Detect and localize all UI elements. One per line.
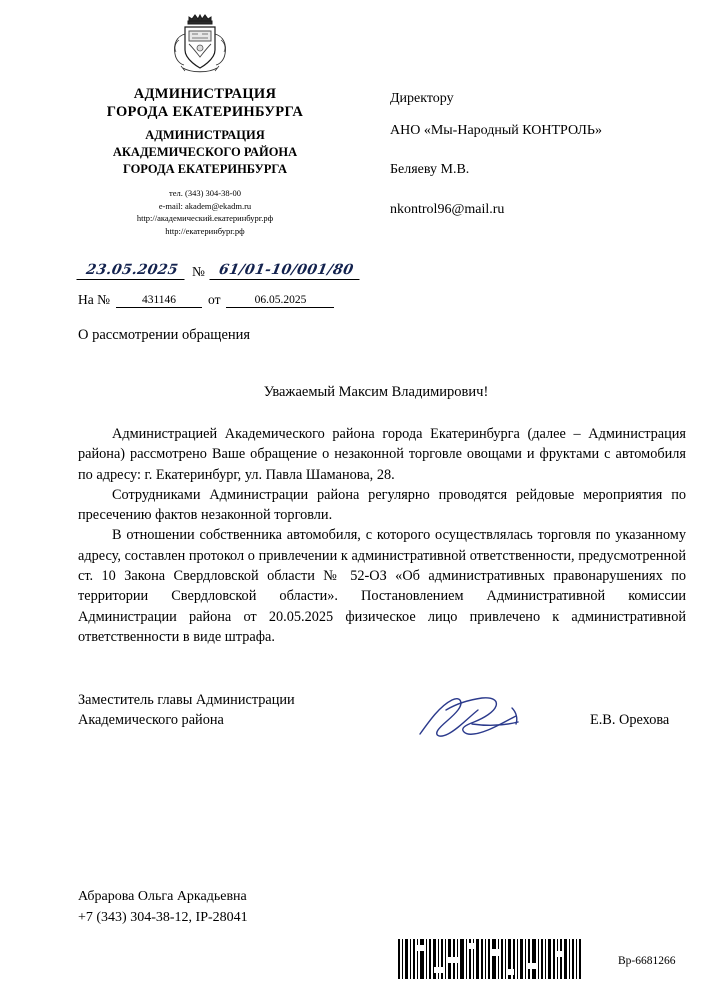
executor-block [78,886,248,928]
contact-site-city: http://екатеринбург.рф [165,226,245,237]
registration-block [78,262,408,308]
contact-site-district: http://академический.екатеринбург.рф [136,213,274,224]
barcode-id: Вр-6681266 [618,955,676,967]
addressee-position: Директору [390,91,454,106]
addressee-organization: АНО «Мы-Народный КОНТРОЛЬ» [390,122,602,138]
org-sub-line1: АДМИНИСТРАЦИЯ [145,128,265,143]
body-paragraph: Администрацией Академического района города Екатеринбурга (далее – Администрация района) рассмотрено Ваше обращение о незаконной торговле овощами и фруктами с автомобиля по адресу: г. Екатеринбург, ул. Павла Шаманова, 28. [78,426,686,483]
registration-date: 23.05.2025 [76,262,187,280]
org-sub-line3: ГОРОДА ЕКАТЕРИНБУРГА [122,162,288,176]
addressee-email: nkontrol96@mail.ru [390,202,505,218]
incoming-date: 06.05.2025 [226,294,334,308]
signatory-position-line1: Заместитель главы Администрации [78,692,295,708]
body-paragraph: В отношении собственника автомобиля, с которого осуществлялась торговля по указанному адресу, составлен протокол о привлечении к административной ответственности, предусмотренной ст. 10 Закона Свердловской области № 52-ОЗ «Об административных правонарушениях по территории Свердловской области». Постановлением Административной комиссии Администрации района от 20.05.2025 физическое лицо привлечено к административной ответственности в виде штрафа. [78,527,686,645]
incoming-label: На № [78,292,110,307]
signatory-position-line2: Академического района [78,712,224,729]
from-label: от [208,292,221,307]
registration-number: 61/01-10/001/80 [209,262,362,280]
salutation: Уважаемый Максим Владимирович! [263,384,489,400]
executor-phone: +7 (343) 304-38-12, IP-28041 [78,910,248,925]
addressee-name: Беляеву М.В. [390,162,470,178]
org-name-line1: АДМИНИСТРАЦИЯ [133,86,277,102]
letterhead [60,85,350,238]
incoming-number: 431146 [116,294,202,308]
org-name-line2: ГОРОДА ЕКАТЕРИНБУРГА [106,104,304,121]
addressee-block [390,88,690,231]
contact-phone: тел. (343) 304-38-00 [169,187,241,198]
handwritten-signature-icon [412,690,532,748]
barcode [396,937,582,981]
org-sub-line2: АКАДЕМИЧЕСКОГО РАЙОНА [112,145,298,160]
document-subject: О рассмотрении обращения [78,327,251,343]
body-paragraph: Сотрудниками Администрации района регулярно проводятся рейдовые мероприятия по пресечению фактов незаконной торговли. [78,486,686,524]
document-body [78,424,686,647]
signatory-position [78,690,295,731]
coat-of-arms-icon [165,10,235,78]
executor-name: Абрарова Ольга Аркадьевна [78,889,247,904]
contact-email: e-mail: akadem@ekadm.ru [158,200,252,211]
signatory-name: Е.В. Орехова [590,712,670,728]
number-label: № [192,264,205,279]
